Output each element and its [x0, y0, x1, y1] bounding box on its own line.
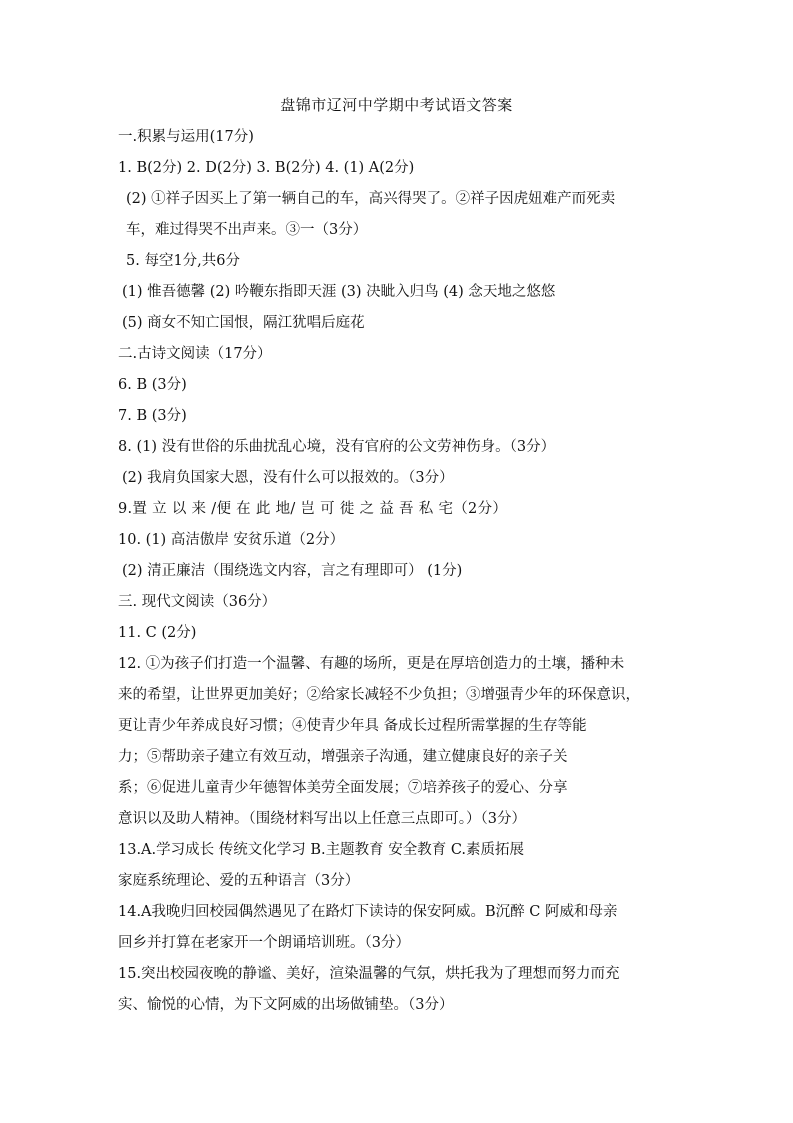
answer-q12-line6: 意识以及助人精神。（围绕材料写出以上任意三点即可。）（3分） [118, 811, 526, 827]
answer-q5-items: (1) 惟吾德馨 (2) 吟鞭东指即天涯 (3) 决眦入归鸟 (4) 念天地之悠悠 [122, 284, 556, 300]
answer-q4-part2: (2) ①祥子因买上了第一辆自己的车，高兴得哭了。②祥子因虎妞难产而死卖 [126, 191, 616, 207]
answer-q12-line1: 12. ①为孩子们打造一个温馨、有趣的场所，更是在厚培创造力的土壤，播种未 [118, 656, 625, 672]
answer-q11: 11. C (2分) [118, 625, 197, 641]
answer-q12-line2: 来的希望，让世界更加美好；②给家长减轻不少负担；③增强青少年的环保意识， [118, 687, 640, 703]
section-heading-accumulation: 一.积累与运用(17分) [118, 129, 254, 145]
answer-q5-item5: (5) 商女不知亡国恨，隔江犹唱后庭花 [122, 315, 365, 331]
answers-q1-q4: 1. B(2分) 2. D(2分) 3. B(2分) 4. (1) A(2分) [118, 160, 415, 176]
answer-q8-part1: 8. (1) 没有世俗的乐曲扰乱心境，没有官府的公文劳神伤身。（3分） [118, 439, 556, 455]
answer-q9: 9.置 立 以 来 /便 在 此 地/ 岂 可 徙 之 益 吾 私 宅（2分） [118, 501, 508, 517]
section-heading-classical: 二.古诗文阅读（17分） [118, 346, 272, 362]
answer-q12-line5: 系；⑥促进儿童青少年德智体美劳全面发展；⑦培养孩子的爱心、分享 [118, 780, 568, 796]
answer-lines [118, 122, 678, 1021]
answer-q14-line1: 14.A我晚归回校园偶然遇见了在路灯下读诗的保安阿威。B沉醉 C 阿威和母亲 [118, 904, 618, 920]
section-heading-modern: 三. 现代文阅读（36分） [118, 594, 277, 610]
answer-q6: 6. B (3分) [118, 377, 187, 393]
answer-q7: 7. B (3分) [118, 408, 187, 424]
answer-q5-header: 5. 每空1分,共6分 [126, 253, 241, 269]
answer-q15-line1: 15.突出校园夜晚的静谧、美好，渲染温馨的气氛，烘托我为了理想而努力而充 [118, 966, 620, 982]
answer-q12-line3: 更让青少年养成良好习惯；④使青少年具 备成长过程所需掌握的生存等能 [118, 718, 587, 734]
answer-q8-part2: (2) 我肩负国家大恩，没有什么可以报效的。（3分） [122, 470, 454, 486]
answer-q14-line2: 回乡并打算在老家开一个朗诵培训班。（3分） [118, 935, 410, 951]
answer-q12-line4: 力；⑤帮助亲子建立有效互动，增强亲子沟通，建立健康良好的亲子关 [118, 749, 568, 765]
answer-q10-part1: 10. (1) 高洁傲岸 安贫乐道（2分） [118, 532, 345, 548]
answer-q13-line1: 13.A.学习成长 传统文化学习 B.主题教育 安全教育 C.素质拓展 [118, 842, 525, 858]
answer-q15-line2: 实、愉悦的心情，为下文阿威的出场做铺垫。（3分） [118, 997, 454, 1013]
document-title: 盘锦市辽河中学期中考试语文答案 [280, 96, 513, 114]
answer-q4-part2-cont: 车，难过得哭不出声来。③一（3分） [126, 222, 368, 238]
answer-q10-part2: (2) 清正廉洁（围绕选文内容，言之有理即可） (1分) [122, 563, 463, 579]
answer-q13-line2: 家庭系统理论、爱的五种语言（3分） [118, 873, 360, 889]
